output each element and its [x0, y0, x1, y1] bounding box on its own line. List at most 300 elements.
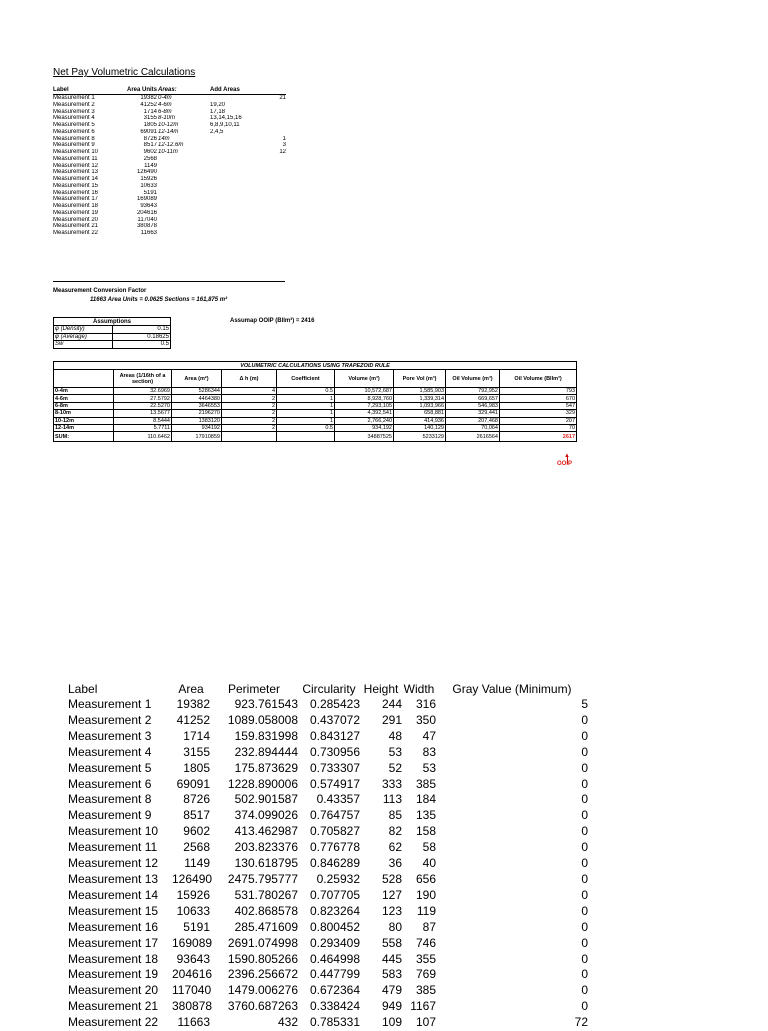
measurement-area-range: 0-4m — [158, 95, 172, 102]
measurement-area-units: 8726 — [143, 135, 157, 142]
measurement-area-units: 10633 — [140, 182, 157, 189]
results-cell: 0 — [581, 744, 588, 759]
measurement-table-header — [53, 87, 286, 95]
results-cell: 380878 — [172, 999, 213, 1014]
results-cell: 291 — [381, 712, 402, 727]
ooip-total: 2617 — [500, 432, 577, 442]
results-header-row — [68, 681, 588, 697]
volumetric-cell: 2 — [222, 410, 277, 417]
results-cell: 531.780267 — [234, 887, 298, 902]
results-row — [68, 1015, 588, 1031]
volumetric-cell: 1 — [277, 402, 335, 409]
results-cell: 127 — [381, 887, 402, 902]
results-row — [68, 872, 588, 888]
results-cell: 123 — [381, 903, 402, 918]
add-areas-number: 21 — [279, 95, 286, 102]
results-cell: 558 — [381, 935, 402, 950]
results-cell: 0 — [581, 856, 588, 871]
measurement-area-units: 5191 — [143, 189, 157, 196]
results-cell: Measurement 14 — [68, 887, 159, 902]
measurement-area-range: 6-8m — [158, 108, 172, 115]
add-areas-list: 13,14,15,16 — [210, 115, 242, 122]
measurement-row — [53, 129, 286, 136]
measurement-label: Measurement 11 — [53, 155, 98, 162]
volumetric-cell: 22.5270 — [114, 402, 172, 409]
assumption-value: 0.5 — [112, 341, 171, 349]
vol-header: Δ h (m) — [222, 370, 277, 388]
volumetric-sum-cell — [222, 432, 277, 442]
results-cell: 316 — [415, 697, 436, 711]
measurement-label: Measurement 2 — [53, 101, 95, 108]
measurement-add-areas — [210, 196, 286, 203]
measurement-label: Measurement 6 — [53, 128, 95, 135]
vol-header — [54, 370, 114, 388]
volumetric-cell: 329,441 — [446, 410, 500, 417]
results-cell: 169089 — [172, 935, 213, 950]
measurement-label: Measurement 19 — [53, 209, 99, 216]
results-cell: 2691.074998 — [227, 935, 298, 950]
measurement-area-units: 1149 — [144, 162, 157, 169]
results-cell: 9602 — [183, 824, 210, 839]
measurement-area-units: 41252 — [140, 101, 157, 108]
volumetric-cell: 27.5792 — [114, 395, 172, 402]
results-cell: 0.447799 — [309, 967, 360, 982]
conversion-text: 11663 Area Units = 0.0625 Sections = 161,875 m² — [90, 297, 228, 303]
results-cell: 159.831998 — [234, 728, 298, 743]
results-cell: 1479.006276 — [227, 983, 298, 998]
measurement-add-areas — [210, 115, 286, 122]
measurement-add-areas — [210, 223, 286, 230]
results-cell: 0.437072 — [309, 712, 360, 727]
assumptions-table — [53, 317, 171, 349]
results-cell: 0 — [581, 919, 588, 934]
ooip-label: OOIP — [557, 461, 573, 467]
results-header: Perimeter — [227, 682, 280, 696]
results-cell: 0 — [581, 967, 588, 982]
results-cell: 158 — [415, 824, 436, 839]
measurement-area-units: 204616 — [136, 209, 157, 216]
results-cell: 479 — [381, 983, 402, 998]
results-cell: 126490 — [172, 871, 213, 886]
results-cell: 0.574917 — [309, 776, 360, 791]
measurement-row — [53, 115, 286, 122]
measurement-add-areas — [210, 169, 286, 176]
results-cell: 53 — [422, 760, 436, 775]
measurement-area-range — [157, 183, 210, 190]
volumetric-cell: 5.7711 — [114, 424, 172, 431]
results-cell: 3760.687263 — [227, 999, 298, 1014]
results-cell: 80 — [388, 919, 402, 934]
results-cell: 130.618795 — [234, 856, 298, 871]
results-cell: 10633 — [176, 903, 210, 918]
add-areas-list: 2,4,5 — [210, 128, 224, 135]
results-cell: 0.764757 — [309, 808, 360, 823]
results-cell: 923.761543 — [234, 697, 298, 711]
results-cell: 0.800452 — [309, 919, 360, 934]
results-cell: 2475.795777 — [227, 871, 298, 886]
results-cell: Measurement 2 — [68, 712, 152, 727]
measurement-row — [53, 210, 286, 217]
measurement-area-units: 169089 — [136, 196, 157, 203]
measurement-row — [53, 122, 286, 129]
volumetric-cell: 13.5677 — [114, 410, 172, 417]
results-cell: 83 — [422, 744, 436, 759]
results-cell: Measurement 17 — [68, 935, 159, 950]
results-cell: 5191 — [183, 919, 210, 934]
results-row — [68, 697, 588, 713]
volumetric-row — [54, 424, 577, 431]
volumetric-cell: 4464380 — [172, 395, 222, 402]
volumetric-cell: 8.5444 — [114, 417, 172, 424]
results-cell: 333 — [381, 776, 402, 791]
results-cell: 87 — [422, 919, 436, 934]
volumetric-cell: 70,064 — [446, 424, 500, 431]
ooip-summary: Assumap OOIP (Bllm³) = 2416 — [230, 318, 315, 324]
add-areas-number: 1 — [282, 135, 286, 142]
results-table-body — [68, 697, 588, 1031]
results-cell: 62 — [388, 840, 402, 855]
vol-header: Areas (1/16th of a section) — [114, 370, 172, 388]
measurement-add-areas — [210, 210, 286, 217]
results-cell: 0 — [581, 808, 588, 823]
volumetric-cell: 414,936 — [394, 417, 446, 424]
measurement-area-range — [157, 176, 210, 183]
results-cell: 0.25932 — [316, 871, 360, 886]
results-cell: Measurement 4 — [68, 744, 152, 759]
volumetric-sum-cell: 5233129 — [394, 432, 446, 442]
measurement-add-areas — [210, 203, 286, 210]
measurement-label: Measurement 10 — [53, 149, 99, 156]
measurement-area-range — [157, 210, 210, 217]
volumetric-sum-cell — [277, 432, 335, 442]
measurement-row — [53, 183, 286, 190]
add-areas-number: 3 — [282, 142, 286, 149]
results-cell: 350 — [415, 712, 436, 727]
results-row — [68, 904, 588, 920]
results-cell: 0 — [581, 728, 588, 743]
conversion-heading: Measurement Conversion Factor — [53, 288, 147, 294]
measurement-area-units: 11663 — [140, 230, 157, 237]
results-cell: 528 — [381, 871, 402, 886]
assumptions-heading: Assumptions — [54, 318, 171, 326]
volumetric-cell: 934192 — [172, 424, 222, 431]
results-cell: 0.843127 — [309, 728, 360, 743]
results-cell: Measurement 3 — [68, 728, 152, 743]
measurement-row — [53, 190, 286, 197]
results-row — [68, 856, 588, 872]
measurement-row — [53, 102, 286, 109]
vol-header: Volume (m³) — [335, 370, 394, 388]
results-cell: 0.730956 — [309, 744, 360, 759]
results-cell: 1089.058008 — [227, 712, 298, 727]
vol-header: Coefficient — [277, 370, 335, 388]
results-cell: 175.873629 — [234, 760, 298, 775]
results-cell: 204616 — [172, 967, 213, 982]
results-cell: 0.293409 — [309, 935, 360, 950]
volumetric-cell: 2 — [222, 424, 277, 431]
measurement-area-range — [157, 163, 210, 170]
header-area-units: Area Units — [115, 87, 157, 95]
measurement-label: Measurement 12 — [53, 162, 99, 169]
volumetric-cell: 1,093,966 — [394, 402, 446, 409]
volumetric-cell: 792,952 — [446, 388, 500, 395]
measurement-label: Measurement 20 — [53, 216, 99, 223]
results-cell: 72 — [574, 1015, 588, 1030]
volumetric-caption: VOLUMETRIC CALCULATIONS USING TRAPEZOID RULE — [54, 362, 577, 370]
results-cell: 53 — [388, 744, 402, 759]
results-cell: 0 — [581, 712, 588, 727]
measurement-add-areas — [210, 176, 286, 183]
volumetric-cell: 3646553 — [172, 402, 222, 409]
assumption-row — [54, 333, 171, 341]
results-header: Width — [403, 682, 435, 696]
results-cell: 0 — [581, 983, 588, 998]
results-cell: 19382 — [176, 697, 210, 711]
volumetric-cell: 70 — [500, 424, 577, 431]
volumetric-cell: 1 — [277, 417, 335, 424]
measurement-add-areas — [210, 217, 286, 224]
results-cell: 58 — [422, 840, 436, 855]
volumetric-cell: 2 — [222, 417, 277, 424]
volumetric-row — [54, 395, 577, 402]
volumetric-cell: 4 — [222, 388, 277, 395]
results-cell: 746 — [415, 935, 436, 950]
assumption-label: φ (Average) — [54, 333, 113, 341]
results-cell: 36 — [388, 856, 402, 871]
measurement-row — [53, 136, 286, 143]
volumetric-cell: 669,657 — [446, 395, 500, 402]
measurement-row — [53, 223, 286, 230]
assumption-row — [54, 326, 171, 334]
results-cell: 385 — [415, 983, 436, 998]
volumetric-cell: 1 — [277, 410, 335, 417]
results-cell: 0.464998 — [309, 951, 360, 966]
results-cell: 5 — [581, 697, 588, 711]
measurement-row — [53, 230, 286, 237]
measurement-label: Measurement 8 — [53, 135, 95, 142]
measurement-area-units: 1714 — [143, 108, 157, 115]
results-cell: 1167 — [410, 999, 436, 1014]
results-cell: Measurement 12 — [68, 856, 159, 871]
measurement-table — [53, 87, 286, 237]
measurement-area-units: 3155 — [143, 115, 157, 122]
results-cell: 1590.805266 — [227, 951, 298, 966]
volumetric-cell: 4,392,541 — [335, 410, 394, 417]
results-row — [68, 888, 588, 904]
results-cell: 0.823264 — [309, 903, 360, 918]
results-cell: 0 — [581, 999, 588, 1014]
results-cell: Measurement 19 — [68, 967, 159, 982]
measurement-add-areas — [210, 109, 286, 116]
results-cell: 413.462987 — [234, 824, 298, 839]
header-areas: Areas: — [157, 87, 210, 95]
measurement-row — [53, 95, 286, 102]
results-cell: 1228.890006 — [227, 776, 298, 791]
volumetric-row — [54, 410, 577, 417]
measurement-add-areas — [210, 183, 286, 190]
results-cell: 769 — [415, 967, 436, 982]
page-title: Net Pay Volumetric Calculations — [53, 67, 196, 78]
results-cell: 0 — [581, 760, 588, 775]
results-cell: 244 — [381, 697, 402, 711]
volumetric-cell: 547 — [500, 402, 577, 409]
results-cell: 385 — [415, 776, 436, 791]
results-cell: 8726 — [183, 792, 210, 807]
results-cell: 0.285423 — [309, 697, 360, 711]
arrow-up-icon: ▲ — [564, 453, 570, 459]
measurement-add-areas — [210, 136, 286, 143]
measurement-area-range — [157, 190, 210, 197]
assumption-label: Sw — [54, 341, 113, 349]
results-cell: 82 — [388, 824, 402, 839]
results-cell: 15926 — [176, 887, 210, 902]
measurement-area-units: 380878 — [136, 223, 157, 230]
measurement-label: Measurement 5 — [53, 122, 95, 129]
measurement-label: Measurement 18 — [53, 203, 99, 210]
measurement-add-areas — [210, 122, 286, 129]
volumetric-cell: 1 — [277, 395, 335, 402]
results-cell: 40 — [422, 856, 436, 871]
volumetric-cell: 2 — [222, 402, 277, 409]
results-cell: 1805 — [183, 760, 210, 775]
volumetric-cell: 5286344 — [172, 388, 222, 395]
measurement-row — [53, 196, 286, 203]
vol-header: Oil Volume (Bllm³) — [500, 370, 577, 388]
results-cell: 0.846289 — [309, 856, 360, 871]
results-cell: 11663 — [177, 1015, 210, 1030]
measurement-area-range: 10-12m — [158, 122, 179, 129]
results-cell: Measurement 5 — [68, 760, 152, 775]
vol-header: Area (m²) — [172, 370, 222, 388]
results-cell: 0.43357 — [316, 792, 360, 807]
volumetric-cell: 1383120 — [172, 417, 222, 424]
results-cell: 285.471609 — [234, 919, 298, 934]
results-row — [68, 840, 588, 856]
volumetric-cell: 8-10m — [54, 410, 114, 417]
results-cell: 41252 — [176, 712, 210, 727]
results-cell: 374.099026 — [234, 808, 298, 823]
results-header: Gray Value (Minimum) — [452, 682, 572, 696]
volumetric-sum-cell: 17910859 — [172, 432, 222, 442]
results-cell: 93643 — [176, 951, 210, 966]
results-cell: 583 — [381, 967, 402, 982]
volumetric-cell: 207 — [500, 417, 577, 424]
measurement-area-range — [157, 223, 210, 230]
results-cell: 0 — [581, 792, 588, 807]
measurement-row — [53, 203, 286, 210]
results-cell: 0 — [581, 935, 588, 950]
results-cell: Measurement 8 — [68, 792, 152, 807]
results-cell: Measurement 9 — [68, 808, 152, 823]
header-add-areas: Add Areas — [210, 87, 286, 95]
results-cell: 949 — [381, 999, 402, 1014]
volumetric-row — [54, 388, 577, 395]
results-cell: 432 — [277, 1015, 298, 1030]
results-cell: 355 — [415, 951, 436, 966]
measurement-area-range: 12-12.6m — [158, 142, 184, 149]
results-cell: 0 — [581, 824, 588, 839]
measurement-area-range: 10-11m — [158, 149, 178, 156]
results-row — [68, 777, 588, 793]
measurement-area-range — [157, 203, 210, 210]
results-cell: Measurement 20 — [68, 983, 159, 998]
results-cell: Measurement 10 — [68, 824, 159, 839]
results-row — [68, 808, 588, 824]
measurement-row — [53, 176, 286, 183]
volumetric-sum-row — [54, 432, 577, 442]
results-cell: 135 — [415, 808, 436, 823]
measurement-area-range — [157, 196, 210, 203]
results-row — [68, 745, 588, 761]
measurement-area-range — [157, 169, 210, 176]
results-cell: 48 — [388, 728, 402, 743]
volumetric-cell: 7,293,105 — [335, 402, 394, 409]
measurement-area-units: 8517 — [143, 142, 157, 149]
results-header: Area — [178, 682, 204, 696]
measurement-area-range: 12-14m — [158, 128, 179, 135]
measurement-label: Measurement 22 — [53, 230, 99, 237]
measurement-label: Measurement 16 — [53, 189, 99, 196]
measurement-add-areas — [210, 129, 286, 136]
results-cell: 656 — [415, 871, 436, 886]
results-cell: 119 — [416, 903, 436, 918]
volumetric-cell: 658,881 — [394, 410, 446, 417]
measurement-row — [53, 163, 286, 170]
results-cell: Measurement 16 — [68, 919, 159, 934]
results-row — [68, 920, 588, 936]
results-cell: 203.823376 — [234, 840, 298, 855]
measurement-add-areas — [210, 163, 286, 170]
measurement-row — [53, 217, 286, 224]
volumetric-cell: 140,129 — [394, 424, 446, 431]
volumetric-cell: 670 — [500, 395, 577, 402]
results-row — [68, 936, 588, 952]
assumption-row — [54, 341, 171, 349]
assumption-value: 0.18625 — [112, 333, 171, 341]
volumetric-cell: 4-6m — [54, 395, 114, 402]
results-cell: 0.672364 — [309, 983, 360, 998]
results-cell: Measurement 15 — [68, 903, 159, 918]
results-cell: 85 — [388, 808, 402, 823]
volumetric-cell: 10-12m — [54, 417, 114, 424]
results-cell: 0.338424 — [309, 999, 360, 1014]
measurement-row — [53, 169, 286, 176]
results-cell: 113 — [382, 792, 402, 807]
measurement-add-areas — [210, 95, 286, 102]
results-row — [68, 729, 588, 745]
results-cell: 1714 — [183, 728, 210, 743]
results-cell: Measurement 1 — [68, 697, 152, 711]
volumetric-cell: 2196270 — [172, 410, 222, 417]
results-cell: 0 — [581, 871, 588, 886]
measurement-add-areas — [210, 230, 286, 237]
measurement-area-units: 117040 — [137, 216, 157, 223]
results-row — [68, 952, 588, 968]
results-cell: 0.785331 — [309, 1015, 360, 1030]
results-cell: 184 — [415, 792, 436, 807]
results-cell: 402.868578 — [234, 903, 298, 918]
measurement-area-range: 4-6m — [158, 101, 172, 108]
results-header: Circularity — [302, 682, 356, 696]
measurement-area-range: 14m — [158, 135, 170, 142]
measurement-row — [53, 109, 286, 116]
volumetric-sum-cell: SUM: — [54, 432, 114, 442]
volumetric-cell: 0-4m — [54, 388, 114, 395]
results-cell: Measurement 11 — [68, 840, 158, 855]
volumetric-cell: 329 — [500, 410, 577, 417]
volumetric-header-row — [54, 370, 577, 388]
results-cell: 232.894444 — [234, 744, 298, 759]
